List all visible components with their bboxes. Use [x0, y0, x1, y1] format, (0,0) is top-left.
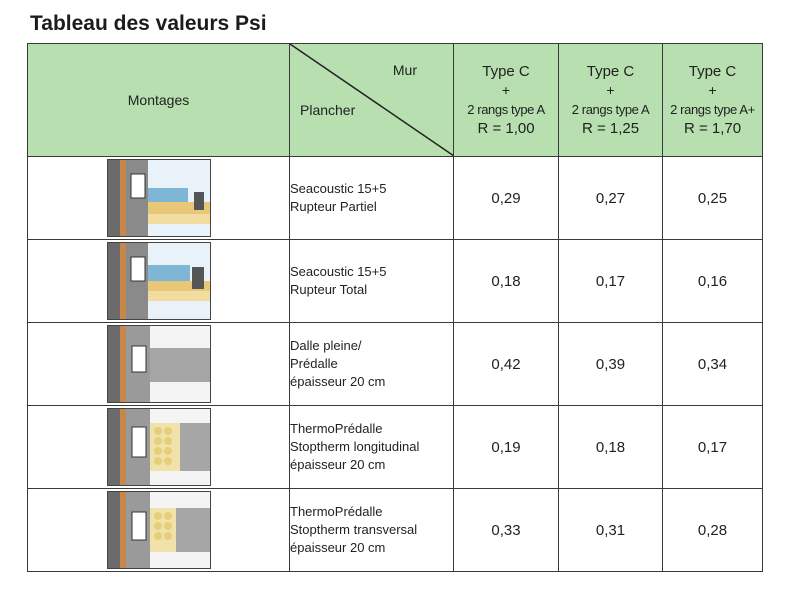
label-line: Rupteur Total	[290, 282, 368, 297]
psi-value: 0,19	[454, 406, 559, 489]
section-image-cell	[28, 489, 290, 572]
label-line: Dalle pleine/	[290, 338, 362, 353]
section-rupteur-partiel-image	[107, 159, 211, 237]
col2-type: Type C	[586, 63, 635, 80]
label-line: épaisseur 20 cm	[290, 374, 386, 389]
psi-value: 0,17	[559, 240, 663, 323]
column-header-1	[454, 44, 559, 157]
mur-plancher-header	[290, 44, 454, 157]
psi-value: 0,16	[663, 240, 763, 323]
psi-value: 0,17	[663, 406, 763, 489]
psi-value: 0,25	[663, 157, 763, 240]
section-image-cell	[28, 157, 290, 240]
col1-rangs: 2 rangs type A	[467, 102, 545, 117]
col2-plus: +	[606, 82, 615, 98]
table-row	[28, 323, 763, 406]
label-line: Prédalle	[290, 356, 338, 371]
col3-plus: +	[708, 82, 717, 98]
psi-value: 0,31	[559, 489, 663, 572]
label-line: ThermoPrédalle	[290, 421, 383, 436]
psi-value: 0,42	[454, 323, 559, 406]
diagonal-line	[290, 44, 454, 156]
column-header-2	[559, 44, 663, 157]
col1-plus: +	[501, 82, 511, 98]
table-row	[28, 157, 763, 240]
col2-rangs: 2 rangs type A	[571, 102, 650, 117]
col2-r: R = 1,25	[581, 120, 640, 137]
table-row	[28, 489, 763, 572]
montage-label	[290, 406, 454, 489]
table-row	[28, 406, 763, 489]
column-header-3	[663, 44, 763, 157]
col3-r: R = 1,70	[683, 120, 742, 137]
table-header-row	[28, 44, 763, 157]
psi-value: 0,34	[663, 323, 763, 406]
col3-type: Type C	[688, 63, 737, 80]
plancher-label: Plancher	[300, 102, 356, 118]
mur-label: Mur	[392, 62, 417, 78]
psi-value: 0,18	[454, 240, 559, 323]
psi-value: 0,39	[559, 323, 663, 406]
montage-label	[290, 489, 454, 572]
col1-type: Type C	[482, 63, 530, 80]
section-image-cell	[28, 406, 290, 489]
label-line: Rupteur Partiel	[290, 199, 377, 214]
montages-header: Montages	[28, 44, 290, 157]
col1-r: R = 1,00	[477, 120, 535, 137]
section-image-cell	[28, 323, 290, 406]
section-stoptherm-transversal-image	[107, 491, 211, 569]
col3-rangs: 2 rangs type A+	[670, 102, 755, 117]
psi-value: 0,29	[454, 157, 559, 240]
label-line: épaisseur 20 cm	[290, 457, 386, 472]
montage-label	[290, 323, 454, 406]
label-line: ThermoPrédalle	[290, 504, 383, 519]
psi-table	[27, 43, 763, 572]
label-line: Seacoustic 15+5	[290, 264, 387, 279]
psi-value: 0,27	[559, 157, 663, 240]
label-line: épaisseur 20 cm	[290, 540, 386, 555]
psi-value: 0,18	[559, 406, 663, 489]
psi-value: 0,28	[663, 489, 763, 572]
table-row	[28, 240, 763, 323]
section-dalle-pleine-image	[107, 325, 211, 403]
montage-label	[290, 240, 454, 323]
label-line: Stoptherm longitudinal	[290, 439, 420, 454]
psi-value: 0,33	[454, 489, 559, 572]
section-stoptherm-longitudinal-image	[107, 408, 211, 486]
label-line: Seacoustic 15+5	[290, 181, 387, 196]
label-line: Stoptherm transversal	[290, 522, 418, 537]
montage-label	[290, 157, 454, 240]
page-title: Tableau des valeurs Psi	[30, 12, 267, 35]
section-rupteur-total-image	[107, 242, 211, 320]
section-image-cell	[28, 240, 290, 323]
